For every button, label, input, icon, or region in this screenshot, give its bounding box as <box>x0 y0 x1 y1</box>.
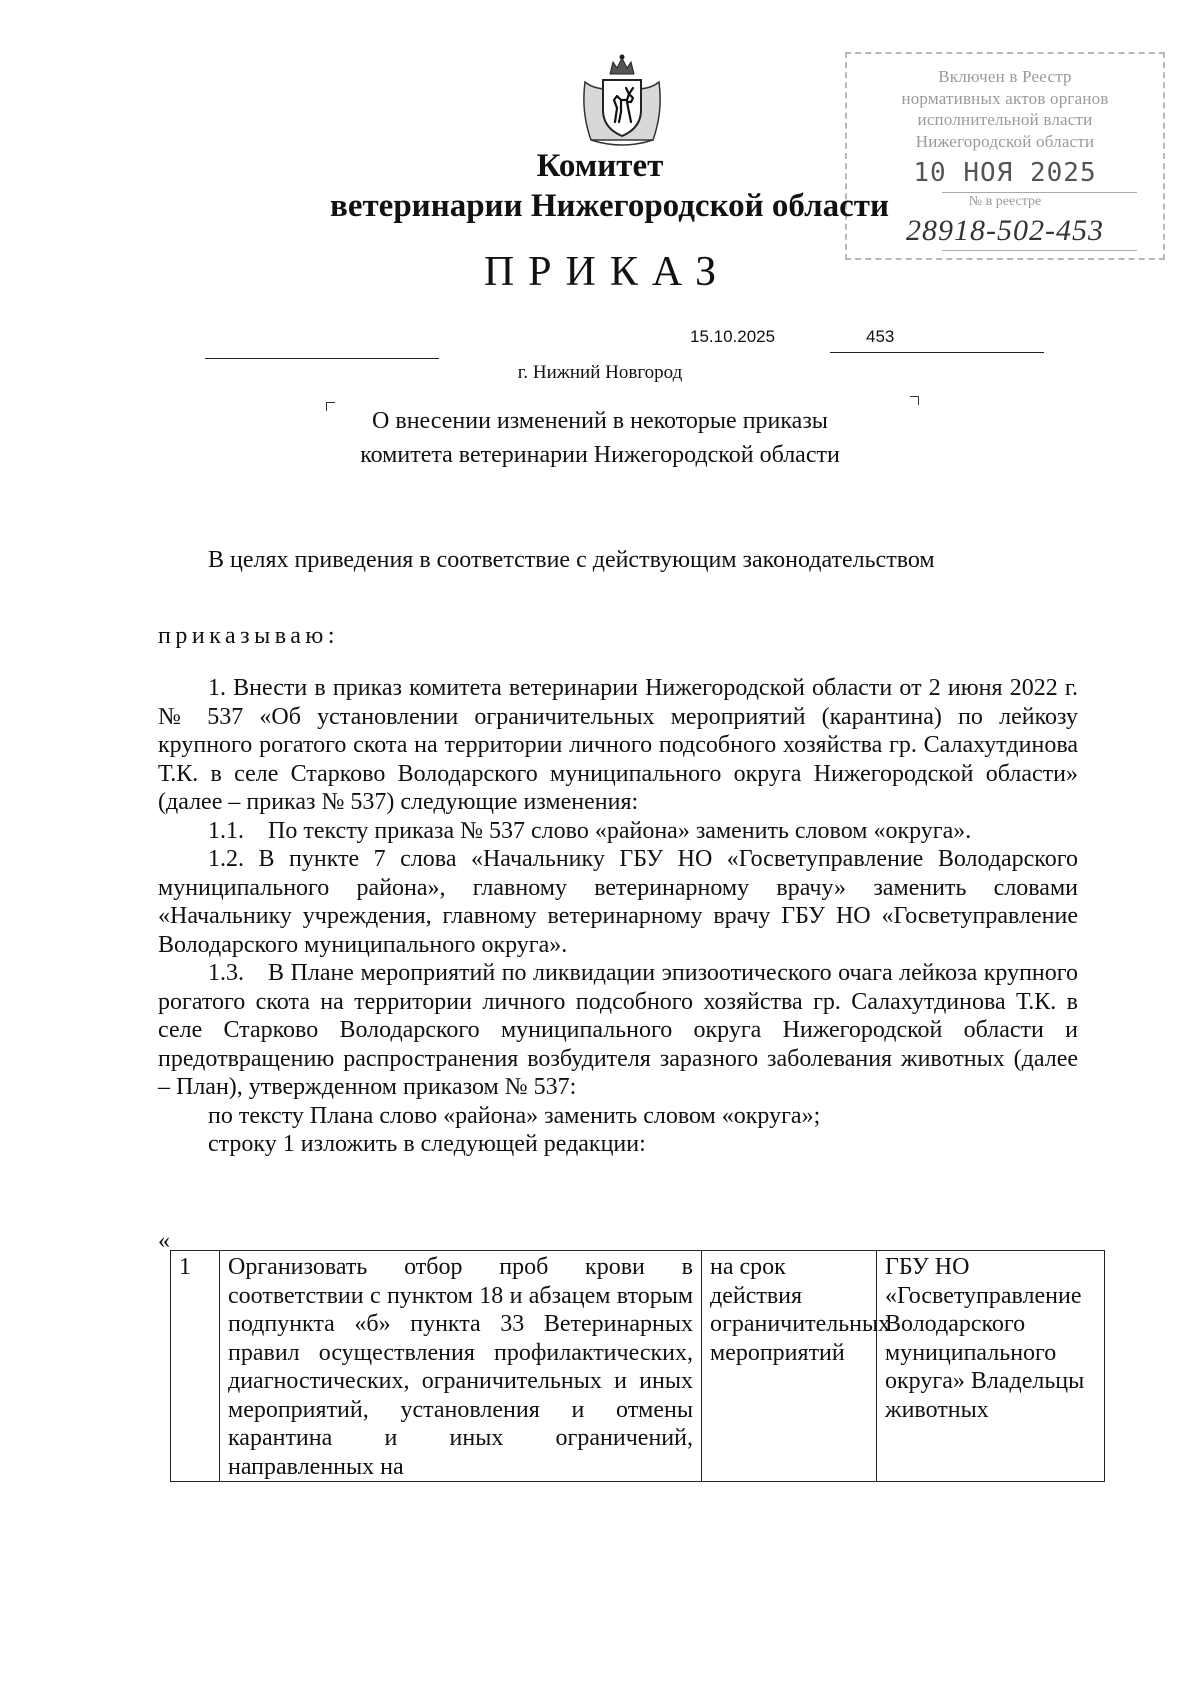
document-subject <box>0 404 1200 472</box>
stamp-registry-caption: № в реестре <box>968 194 1042 209</box>
paragraph-1-3-b: строку 1 изложить в следующей редакции: <box>208 1131 646 1157</box>
preamble: В целях приведения в соответствие с действующим законодательством <box>208 547 935 573</box>
plan-table <box>170 1250 1105 1482</box>
coat-of-arms-emblem <box>577 52 667 152</box>
subject-line: О внесении изменений в некоторые приказы <box>372 408 828 434</box>
paragraph-1-2: 1.2. В пункте 7 слова «Начальнику ГБУ НО «Госветуправление Володарского муниципального района», главному ветеринарному врачу» заменить словами «Начальнику учреждения, главному ветеринарному врачу ГБУ НО «Госветуправление Володарского муниципального округа». <box>158 846 1078 958</box>
action-cell: Организовать отбор проб крови в соответствии с пунктом 18 и абзацем вторым подпункта «б» пункта 33 Ветеринарных правил осуществления профилактических, диагностических, ограничительных и иных мероприятий, установления и отмены карантина и иных ограничений, направленных на <box>220 1251 702 1482</box>
paragraph-1-3-a: по тексту Плана слово «района» заменить словом «округа»; <box>208 1102 821 1129</box>
stamp-rule <box>942 192 1137 193</box>
table-row <box>171 1251 1105 1482</box>
document-city: г. Нижний Новгород <box>517 362 683 383</box>
subject-line: комитета ветеринарии Нижегородской области <box>360 442 840 468</box>
paragraph-1-3: 1.3. В Плане мероприятий по ликвидации эпизоотического очага лейкоза крупного рогатого скота на территории личного подсобного хозяйства гр. Салахутдинова Т.К. в селе Старково Володарского муниципального округа Нижегородской области и предотвращению распространения возбудителя заразного заболевания животных (далее – План), утвержденном приказом № 537: <box>158 960 1078 1100</box>
stamp-registry-number: 28918-502-453 <box>906 214 1104 247</box>
number-line-right <box>830 352 1044 353</box>
date-line-left <box>205 358 439 359</box>
org-name-line2: ветеринарии Нижегородской области <box>330 188 889 224</box>
stamp-text: Включен в Реестр нормативных актов органов исполнительной власти Нижегородской области <box>901 67 1109 151</box>
paragraph-1-1: 1.1. По тексту приказа № 537 слово «района» заменить словом «округа». <box>208 817 972 844</box>
paragraph-number: 1.1. <box>208 817 244 844</box>
org-name-line1: Комитет <box>536 148 664 184</box>
quote-open-mark: « <box>158 1228 170 1254</box>
document-date: 15.10.2025 <box>690 327 776 346</box>
document-number: 453 <box>866 327 895 346</box>
document-type-title: ПРИКАЗ <box>483 249 731 295</box>
responsible-cell: ГБУ НО «Госветуправление Володарского муниципального округа» Владельцы животных <box>877 1251 1105 1482</box>
order-body <box>158 674 1078 1159</box>
row-number-cell: 1 <box>171 1251 220 1482</box>
paragraph-number: 1.2. <box>208 846 244 872</box>
order-word: приказываю: <box>158 623 340 649</box>
paragraph-1: 1. Внести в приказ комитета ветеринарии Нижегородской области от 2 июня 2022 г. № 537 «Об установлении ограничительных мероприятий (карантина) по лейкозу крупного рогатого скота на территории личного подсобного хозяйства гр. Салахутдинова Т.К. в селе Старково Володарского муниципального округа Нижегородской области» (далее – приказ № 537) следующие изменения: <box>158 675 1078 815</box>
term-cell: на срок действия ограничительных мероприятий <box>702 1251 877 1482</box>
paragraph-number: 1.3. <box>208 960 244 986</box>
stamp-date: 10 НОЯ 2025 <box>913 158 1097 188</box>
